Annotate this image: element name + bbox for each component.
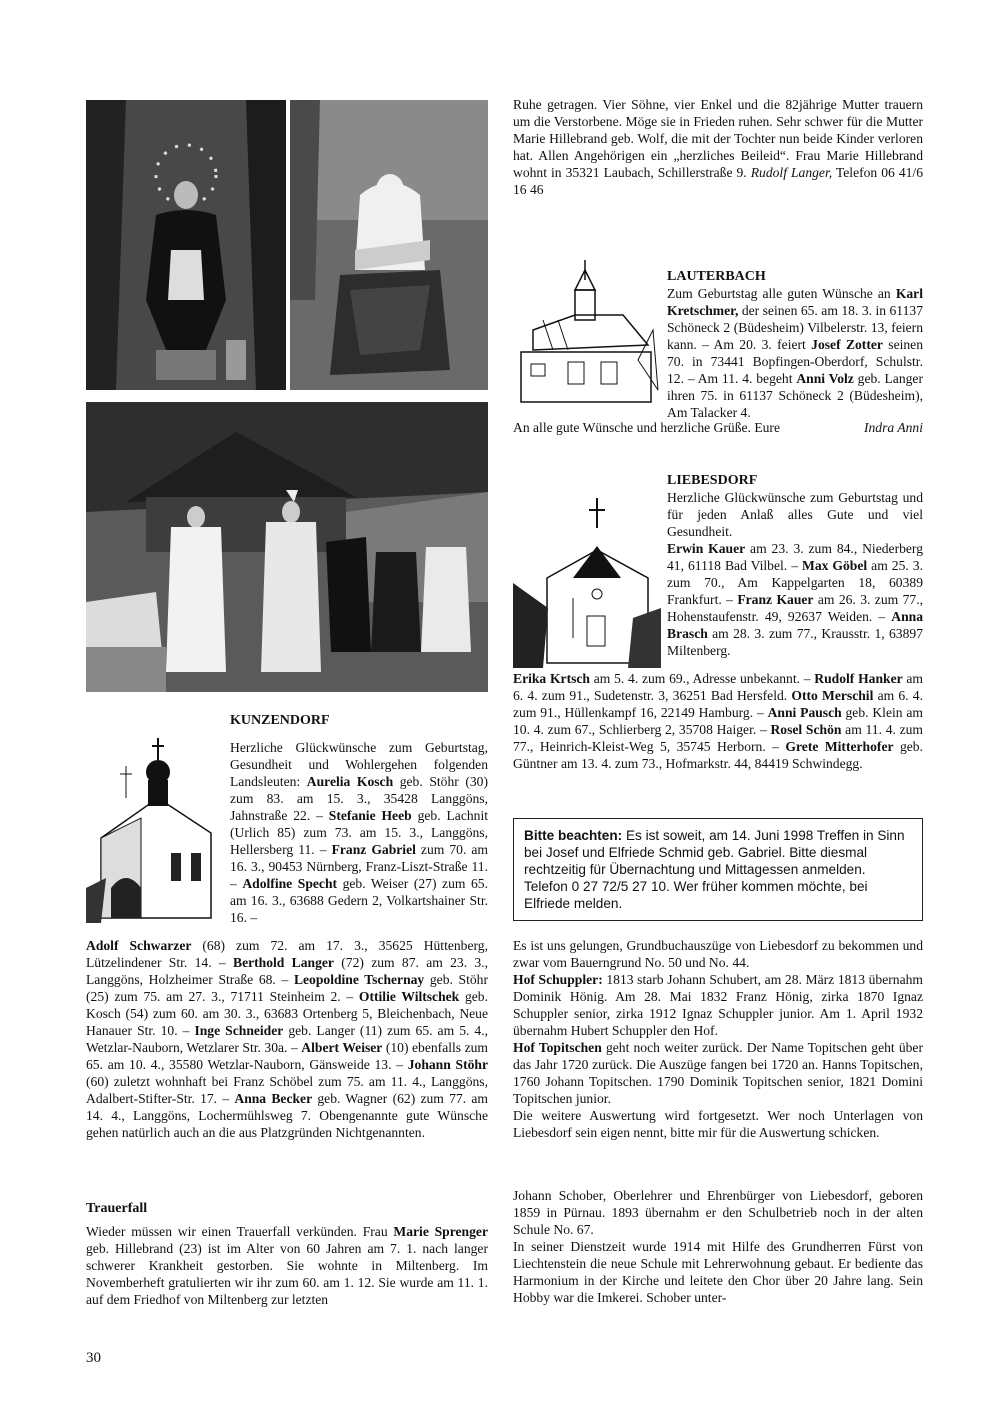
page-number: 30 xyxy=(86,1350,101,1366)
notice-label: Bitte beachten: xyxy=(524,828,623,843)
author-name: Rudolf Langer, xyxy=(750,165,833,180)
statue-photo xyxy=(86,100,286,390)
grundbuch-section: Es ist uns gelungen, Grundbuchauszüge von Liebesdorf zu bekommen und zwar vom Bauerngrund No. 50 und No. 44. Hof Schuppler: 1813 starb Johann Schubert, am 28. März 1813 übernahm Dominik Hönig. Am 28. Mai 1832 Franz Hönig, zirka 1870 Ignaz Schuppler senior, zirka 1912 Ignaz Schuppler junior. Am 1. April 1932 übernahm Hubert Schuppler den Hof. Hof Topitschen geht noch weiter zurück. Der Name Topitschen geht über das Jahr 1720 zurück. Die Auszüge fangen bei 1720 an. Hanns Topitschen, 1760 Johann Topitschen. 1790 Dominik Topitschen senior, 1821 Domini Topitschen junior. Die weitere Auswertung wird fortgesetzt. Wer noch Unterlagen von Liebesdorf sein eigen nennt, bitte mir für die Auswertung schicken. xyxy=(513,938,923,1140)
lauterbach-section: LAUTERBACH Zum Geburtstag alle guten Wünsche an Karl Kretschmer, der seinen 65. am 18. 3. in 61137 Schöneck 2 (Büdesheim) Vilbelerstr. 13, feiern kann. – Am 20. 3. feiert Josef Zotter seinen 70. in 73441 Bopfingen-Oberdorf, Schulstr. 12. – Am 11. 4. begeht Anni Volz geb. Langer ihren 75. in 61137 Schöneck 2 (Büdesheim), Am Talacker 4. xyxy=(667,269,924,420)
signature: Indra Anni xyxy=(863,420,923,435)
mourning-text: Ruhe getragen. Vier Söhne, vier Enkel und die 82jährige Mutter trauern um die Verstorbene. Möge sie in Frieden ruhen. Sehr schwer für die Mutter Marie Hillebrand geb. Wolf, die mit der Tochter nun beide Kinder verloren hat. Allen Angehörigen ein „herzliches Beileid“. Frau Marie Hillebrand wohnt in 35321 Laubach, Schillerstraße 9. xyxy=(513,97,923,180)
liebesdorf-continued: Erika Krtsch am 5. 4. zum 69., Adresse unbekannt. – Rudolf Hanker am 6. 4. zum 91., Sudetenstr. 3, 36251 Bad Hersfeld. Otto Merschil am 6. 4. zum 91., Hüllenkampf 16, 22149 Hamburg. – Anni Pausch geb. Klein am 10. 4. zum 67., Schlierberg 2, 35708 Haiger. – Rosel Schön am 11. 4. zum 77., Heinrich-Kleist-Weg 5, 35745 Herborn. – Grete Mitterhofer geb. Güntner am 13. 4. zum 73., Hofmarkstr. 44, 84419 Schwindegg. xyxy=(513,671,924,771)
trauerfall-section: Trauerfall Wieder müssen wir einen Trauerfall verkünden. Frau Marie Sprenger geb. Hillebrand (23) ist im Alter von 60 Jahren am 7. 1. nach langer schwerer Krankheit gestorben. Sie wohnte in Miltenberg. Im Novemberheft gratulierten wir ihr zum 60. am 1. 12. Sie wurde am 11. 1. auf dem Friedhof von Miltenberg zur letzten xyxy=(86,1201,488,1307)
pieta-photo xyxy=(290,100,488,390)
kunzendorf-chapel-drawing xyxy=(86,738,226,923)
lauterbach-chapel-drawing xyxy=(513,260,661,410)
kunzendorf-title: KUNZENDORF xyxy=(230,713,330,728)
lauterbach-title: LAUTERBACH xyxy=(667,269,766,284)
trauerfall-title: Trauerfall xyxy=(86,1201,148,1216)
liebesdorf-church-drawing xyxy=(513,498,661,668)
mourning-continuation xyxy=(513,96,923,198)
liebesdorf-section: LIEBESDORF Herzliche Glückwünsche zum Geburtstag und für jeden Anlaß alles Gute und viel Gesundheit. Erwin Kauer am 23. 3. zum 84., Niederberg 41, 61118 Bad Vilbel. – Max Göbel am 25. 3. zum 70., Am Kappelgarten 18, 60389 Frankfurt. – Franz Kauer am 26. 3. zum 77., Hohenstaufenstr. 49, 92637 Weiden. – Anna Brasch am 28. 3. zum 77., Krausstr. 1, 63897 Miltenberg. xyxy=(667,473,924,658)
notice-box xyxy=(513,818,923,921)
kunzendorf-section: KUNZENDORF Herzliche Glückwünsche zum Geburtstag, Gesundheit und Wohlergehen folgenden Landsleuten: Aurelia Kosch geb. Stöhr (30) zum 83. am 15. 3., 35428 Langgöns, Jahnstraße 22. – Stefanie Heeb geb. Lachnit (Urlich 85) zum 73. am 15. 3., Langgöns, Hellersberg 11. – Franz Gabriel zum 70. am 16. 3., 90453 Nürnberg, Franz-Liszt-Straße 11. – Adolfine Specht geb. Weiser (27) zum 65. am 16. 3., 63688 Gedern 2, Volkartshainer Str. 16. – xyxy=(230,713,488,925)
kunzendorf-continued: Adolf Schwarzer (68) zum 72. am 17. 3., 35625 Hüttenberg, Lützelindener Str. 14. – Berthold Langer (72) zum 87. am 23. 3., Langgöns, Holzheimer Straße 68. – Leopoldine Tschernay geb. Stöhr (25) zum 75. am 27. 3., 71711 Steinheim 2. – Ottilie Wiltschek geb. Kosch (54) zum 60. am 30. 3., 63683 Ortenberg 5, Bleichenbach, Neue Hanauer Str. 10. – Inge Schneider geb. Langer (11) zum 65. am 5. 4., Wetzlar-Nauborn, Wetzlarer Str. 30a. – Albert Weiser (10) ebenfalls zum 65. am 10. 4., 35580 Wetzlar-Nauborn, Gänsweide 13. – Johann Stöhr (60) zuletzt wohnhaft bei Franz Schöbel zum 75. am 11. 4., Langgöns, Adalbert-Stifter-Str. 17. – Anna Becker geb. Wagner (62) zum 77. am 14. 4., Langgöns, Lochermühlsweg 7. Obengenannte gute Wünsche gehen natürlich auch an die aus Platzgründen Nichtgenannten. xyxy=(86,938,489,1140)
lauterbach-closing: An alle gute Wünsche und herzliche Grüße. Eure Indra Anni xyxy=(513,420,923,435)
notice-text: Es ist soweit, am 14. Juni 1998 Treffen in Sinn bei Josef und Elfriede Schmid geb. Gabriel. Bitte diesmal rechtzeitig für Übernachtung und Mittagessen anmelden. Telefon 0 27 72/5 27 10. Wer früher kommen möchte, bei Elfriede melden. xyxy=(524,828,905,911)
author-phone: Telefon 06 41/6 16 46 xyxy=(513,165,923,197)
schober-section: Johann Schober, Oberlehrer und Ehrenbürger von Liebesdorf, geboren 1859 in Pürnau. 1893 übernahm er den Schulbetrieb noch in der alten Schule No. 67. In seiner Dienstzeit wurde 1914 mit Hilfe des Grundherren Fürst von Liechtenstein die neue Schule mit Lehrerwohnung gebaut. Er bediente das Harmonium in der Kirche und leitete den Chor über 20 Jahre lang. Sein Hobby war die Imkerei. Schober unter- xyxy=(513,1188,923,1305)
procession-photo xyxy=(86,402,488,692)
liebesdorf-title: LIEBESDORF xyxy=(667,473,758,488)
